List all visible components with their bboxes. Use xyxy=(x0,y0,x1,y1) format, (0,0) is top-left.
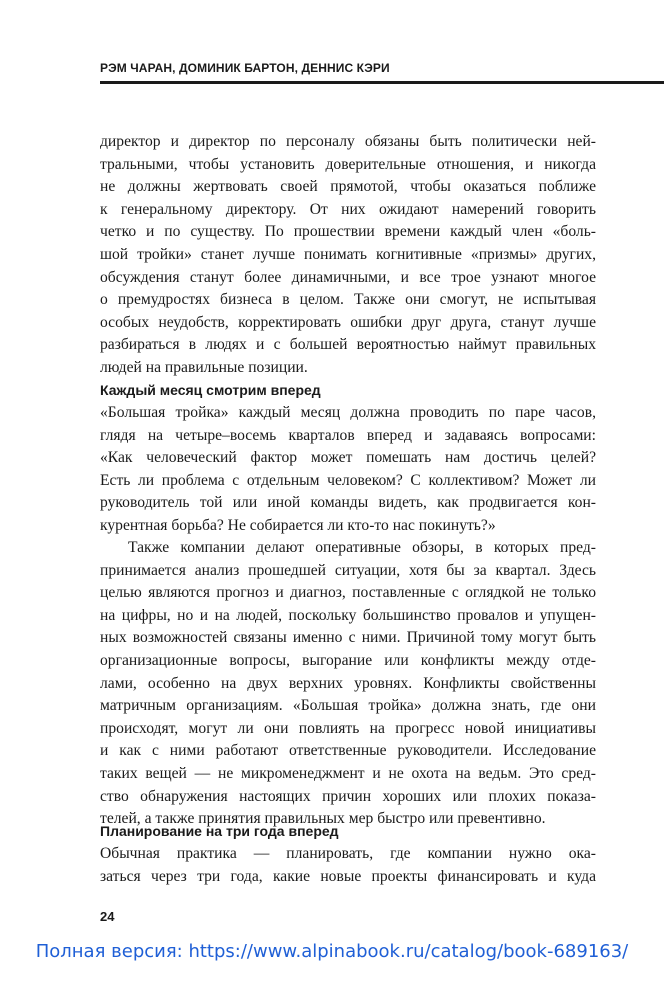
text-line: матричным организациям. «Большая тройка» должна знать, где они xyxy=(100,697,596,715)
text-line: «Как человеческий фактор может помешать нам достичь целей? xyxy=(100,449,596,467)
text-line: Также компании делают оперативные обзоры, в которых пред- xyxy=(128,539,596,556)
paragraph-2 xyxy=(100,402,596,538)
text-line: к генеральному директору. От них ожидают намерений говорить xyxy=(100,200,596,218)
paragraph-3 xyxy=(100,537,596,831)
text-line: Обычная практика — планировать, где компании нужно ока- xyxy=(100,845,596,862)
text-line: обсуждения станут более динамичными, и все трое узнают многое xyxy=(100,268,596,286)
text-line: заться через три года, какие новые проекты финансировать и куда xyxy=(100,867,596,885)
text-line: организационные вопросы, выгорание или конфликты между отде- xyxy=(100,651,596,669)
text-line: людей на правильные позиции. xyxy=(100,358,308,376)
text-line: таких вещей — не микроменеджмент и не охота на ведьм. Это сред- xyxy=(100,764,596,782)
paragraph-4 xyxy=(100,843,596,888)
text-line: руководитель той или иной команды видеть, как продвигается кон- xyxy=(100,494,596,512)
text-line: четко и по существу. По прошествии времени каждый член «боль- xyxy=(100,223,596,241)
text-line: лами, особенно на двух верхних уровнях. Конфликты свойственны xyxy=(100,674,596,692)
text-line: и как с ними работают ответственные руководители. Исследование xyxy=(100,742,596,760)
text-line: ных возможностей связаны именно с ними. Причиной тому могут быть xyxy=(100,629,596,647)
text-line: тральными, чтобы установить доверительные отношения, и никогда xyxy=(100,155,596,173)
section-heading-three-years: Планирование на три года вперед xyxy=(100,823,339,839)
text-line: принимается анализ прошедшей ситуации, хотя бы за квартал. Здесь xyxy=(100,561,596,579)
text-line: особых неудобств, корректировать ошибки друг друга, станут лучше xyxy=(100,313,596,331)
text-line: ство обнаружения настоящих причин хороших или плохих показа- xyxy=(100,787,596,805)
paragraph-1 xyxy=(100,131,596,380)
text-line: разбираться в людях и с большей вероятностью наймут правильных xyxy=(100,336,596,354)
header-rule xyxy=(100,81,664,84)
text-line: целью являются прогноз и диагноз, поставленные с оглядкой не только xyxy=(100,584,596,602)
text-line: происходят, могут ли они повлиять на прогресс новой инициативы xyxy=(100,719,596,737)
page-number: 24 xyxy=(100,909,115,924)
full-version-link[interactable]: Полная версия: https://www.alpinabook.ru/catalog/book-689163/ xyxy=(35,941,629,962)
text-line: не должны жертвовать своей прямотой, чтобы оказаться поближе xyxy=(100,178,596,196)
text-line: глядя на четыре–восемь кварталов вперед и задаваясь вопросами: xyxy=(100,426,596,444)
text-line: телей, а также принятия правильных мер быстро или превентивно. xyxy=(100,810,546,828)
text-line: о премудростях бизнеса в целом. Также они смогут, не испытывая xyxy=(100,291,596,309)
text-line: шой тройки» станет лучше понимать когнитивные «призмы» других, xyxy=(100,245,596,263)
running-head: РЭМ ЧАРАН, ДОМИНИК БАРТОН, ДЕННИС КЭРИ xyxy=(100,61,390,75)
text-line: курентная борьба? Не собирается ли кто-то нас покинуть?» xyxy=(100,516,496,534)
section-heading-monthly: Каждый месяц смотрим вперед xyxy=(100,382,321,398)
text-line: «Большая тройка» каждый месяц должна проводить по паре часов, xyxy=(100,404,596,421)
text-line: директор и директор по персоналу обязаны быть политически ней- xyxy=(100,133,596,150)
text-line: Есть ли проблема с отдельным человеком? С коллективом? Может ли xyxy=(100,471,596,489)
text-line: на цифры, но и на людей, поскольку большинство провалов и упущен- xyxy=(100,606,596,624)
